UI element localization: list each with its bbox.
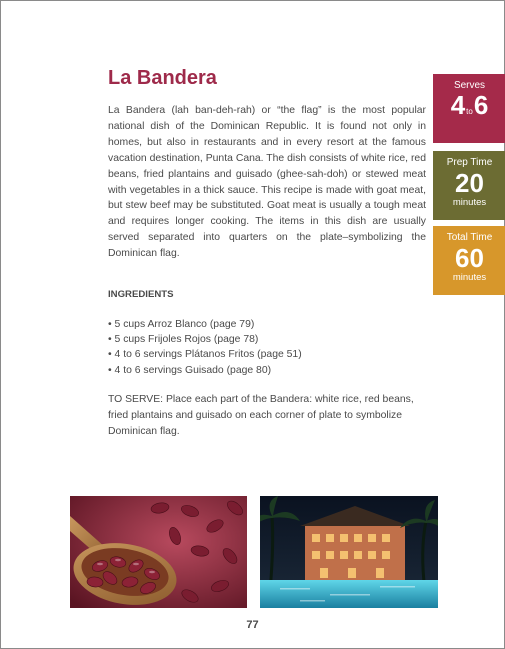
- ingredients-heading: INGREDIENTS: [108, 289, 174, 300]
- serves-label: Serves: [453, 80, 486, 91]
- ingredient-item: • 5 cups Frijoles Rojos (page 78): [108, 332, 428, 347]
- red-beans-illustration: [70, 496, 247, 608]
- resort-photo: [260, 496, 438, 608]
- prep-time-badge: [433, 151, 505, 220]
- page-number: 77: [246, 619, 259, 631]
- red-beans-photo: [70, 496, 247, 608]
- recipe-description: La Bandera (lah ban-deh-rah) or “the flag” is the most popular national dish of the Dominican Republic. It is found not only in homes, but also in restaurants and in every resort at the famous vacation destination, Punta Cana. The dish consists of white rice, red beans, fried plantains and guisado (ghee-sah-doh) or stewed meat with vegetables in a thick sauce. This recipe is made with goat meat, but stew beef may be substituted. Goat meat is usually a tough meat and requires longer cooking. The items in this dish are usually served separated into quarters on the plate–symbolizing the Dominican flag.: [108, 105, 426, 260]
- prep-time-value: 20: [455, 168, 484, 198]
- punta-cana-resort-illustration: [260, 496, 438, 608]
- serves-range: [433, 91, 505, 119]
- prep-time-unit: minutes: [452, 197, 487, 208]
- total-time-badge: [433, 226, 505, 295]
- serving-instructions: TO SERVE: Place each part of the Bandera: white rice, red beans, fried plantains and guisado on each corner of plate to symbolize Dominican flag.: [108, 394, 414, 437]
- serves-min: 4: [450, 90, 466, 120]
- ingredients-list: [108, 317, 428, 378]
- ingredient-item: • 5 cups Arroz Blanco (page 79): [108, 317, 428, 332]
- ingredient-item: • 4 to 6 servings Plátanos Fritos (page 51): [108, 347, 428, 362]
- total-time-value: 60: [455, 243, 484, 273]
- total-time-unit: minutes: [452, 272, 487, 283]
- ingredient-item: • 4 to 6 servings Guisado (page 80): [108, 363, 428, 378]
- total-time-label: Total Time: [446, 232, 493, 243]
- recipe-title: La Bandera: [108, 67, 217, 89]
- serves-to: to: [466, 107, 473, 116]
- serves-max: 6: [473, 90, 489, 120]
- serves-badge: [433, 74, 505, 143]
- prep-time-label: Prep Time: [446, 157, 493, 168]
